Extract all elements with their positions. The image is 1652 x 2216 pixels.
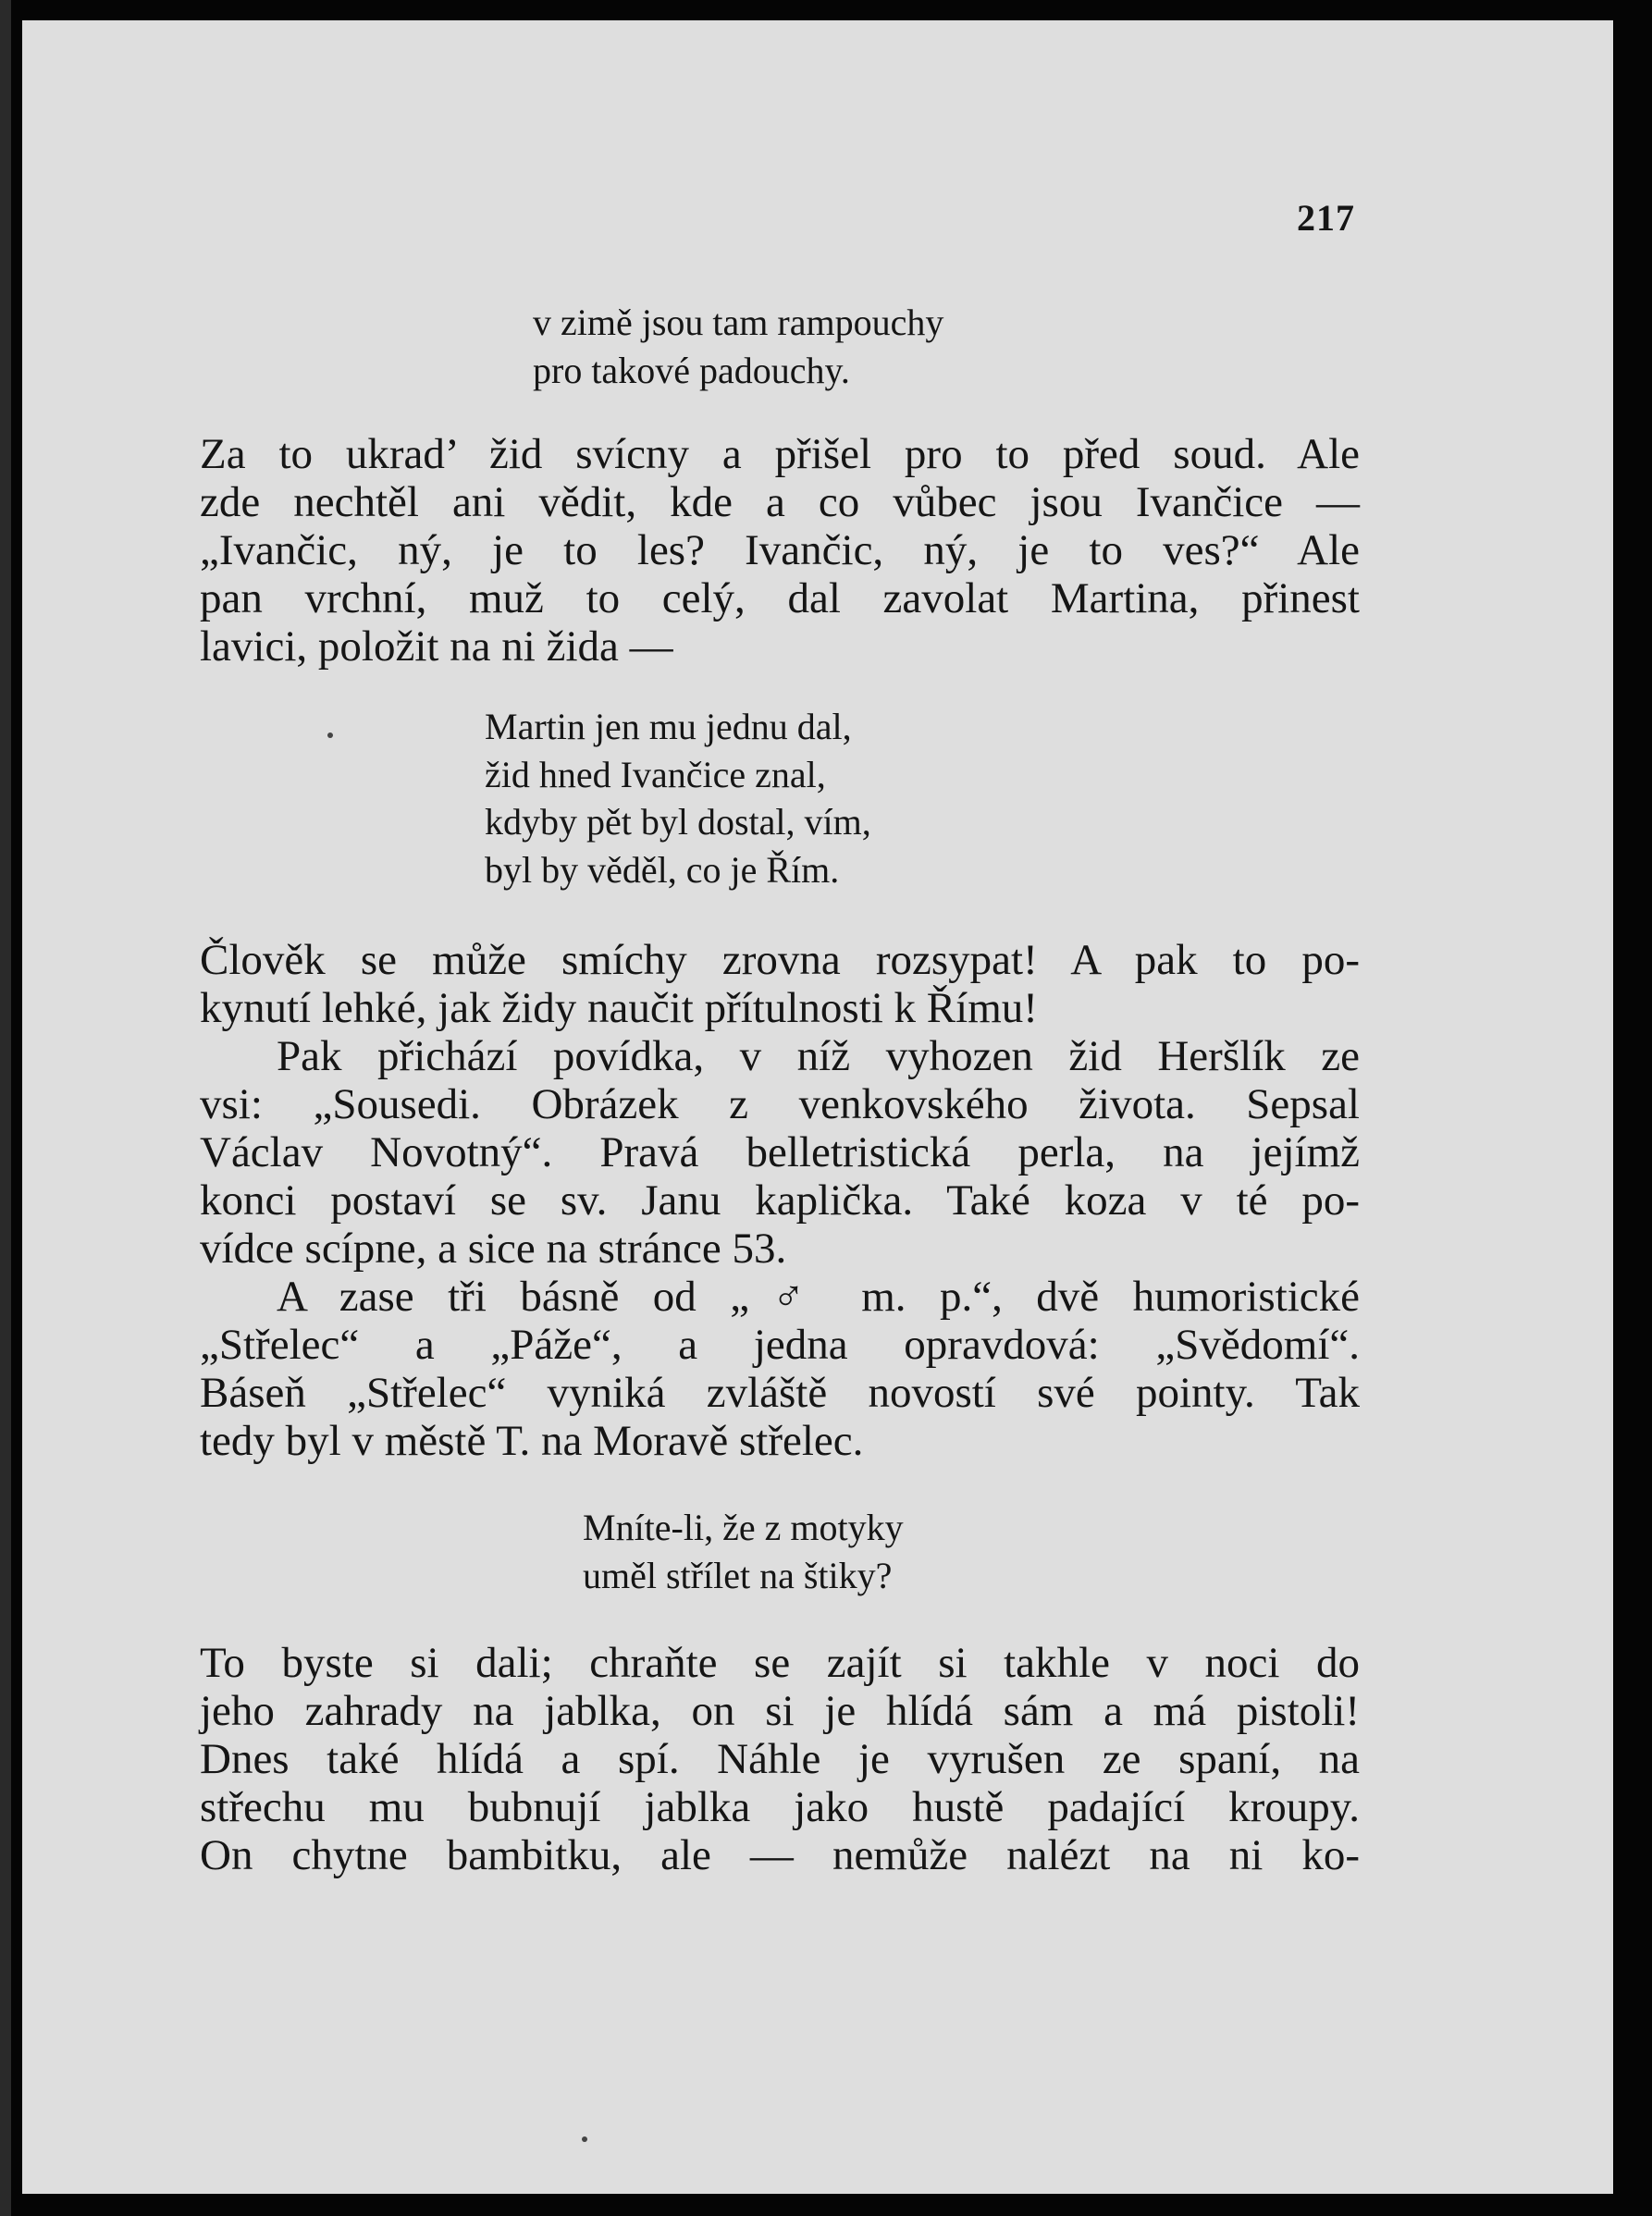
text-line: tedy byl v městě T. na Moravě střelec. [200, 1417, 864, 1465]
text-line: A zase tři básně od „♂ m. p.“, dvě humoristické [277, 1273, 1360, 1321]
text-line: lavici, položit na ni žida — [200, 622, 673, 671]
text-line: Báseň „Střelec“ vyniká zvláště novostí své pointy. Tak [200, 1369, 1360, 1417]
text-line: Pak přichází povídka, v níž vyhozen žid Heršlík ze [277, 1032, 1360, 1080]
text-line: vídce scípne, a sice na stránce 53. [200, 1225, 787, 1273]
text-line: jeho zahrady na jablka, on si je hlídá sám a má pistoli! [200, 1687, 1360, 1735]
text-line: Za to ukrad’ žid svícny a přišel pro to před soud. Ale [200, 430, 1360, 478]
text-line: To byste si dali; chraňte se zajít si takhle v noci do [200, 1639, 1360, 1687]
text-line: pan vrchní, muž to celý, dal zavolat Martina, přinest [200, 574, 1360, 622]
verse-line: byl by věděl, co je Řím. [485, 849, 840, 891]
verse-line: pro takové padouchy. [533, 350, 850, 391]
verse-line: Mníte-li, že z motyky [583, 1507, 904, 1548]
verse-line: žid hned Ivančice znal, [485, 754, 826, 795]
text-line: Václav Novotný“. Pravá belletristická perla, na jejímž [200, 1128, 1360, 1176]
text-line: „Ivančic, ný, je to les? Ivančic, ný, je to ves?“ Ale [200, 526, 1360, 574]
text-line: On chytne bambitku, ale — nemůže nalézt na ni ko- [200, 1831, 1360, 1879]
text-line: „Střelec“ a „Páže“, a jedna opravdová: „Svědomí“. [200, 1321, 1360, 1369]
text-line: zde nechtěl ani vědit, kde a co vůbec jsou Ivančice — [200, 478, 1360, 526]
text-line: střechu mu bubnují jablka jako hustě padající kroupy. [200, 1783, 1360, 1831]
verse-line: kdyby pět byl dostal, vím, [485, 801, 871, 843]
text-line: kynutí lehké, jak židy naučit přítulnosti k Římu! [200, 984, 1038, 1032]
book-page [22, 20, 1613, 2194]
text-line: vsi: „Sousedi. Obrázek z venkovského života. Sepsal [200, 1080, 1360, 1128]
text-line: Člověk se může smíchy zrovna rozsypat! A pak to po- [200, 936, 1360, 984]
text-line: konci postaví se sv. Janu kaplička. Také koza v té po- [200, 1176, 1360, 1225]
print-speck [327, 733, 333, 738]
text-line: Dnes také hlídá a spí. Náhle je vyrušen ze spaní, na [200, 1735, 1360, 1783]
scan-edge [0, 0, 11, 2216]
print-speck [582, 2136, 587, 2142]
verse-line: uměl střílet na štiky? [583, 1555, 893, 1596]
verse-line: v zimě jsou tam rampouchy [533, 302, 944, 343]
page-number: 217 [1297, 197, 1355, 239]
verse-line: Martin jen mu jednu dal, [485, 706, 852, 747]
